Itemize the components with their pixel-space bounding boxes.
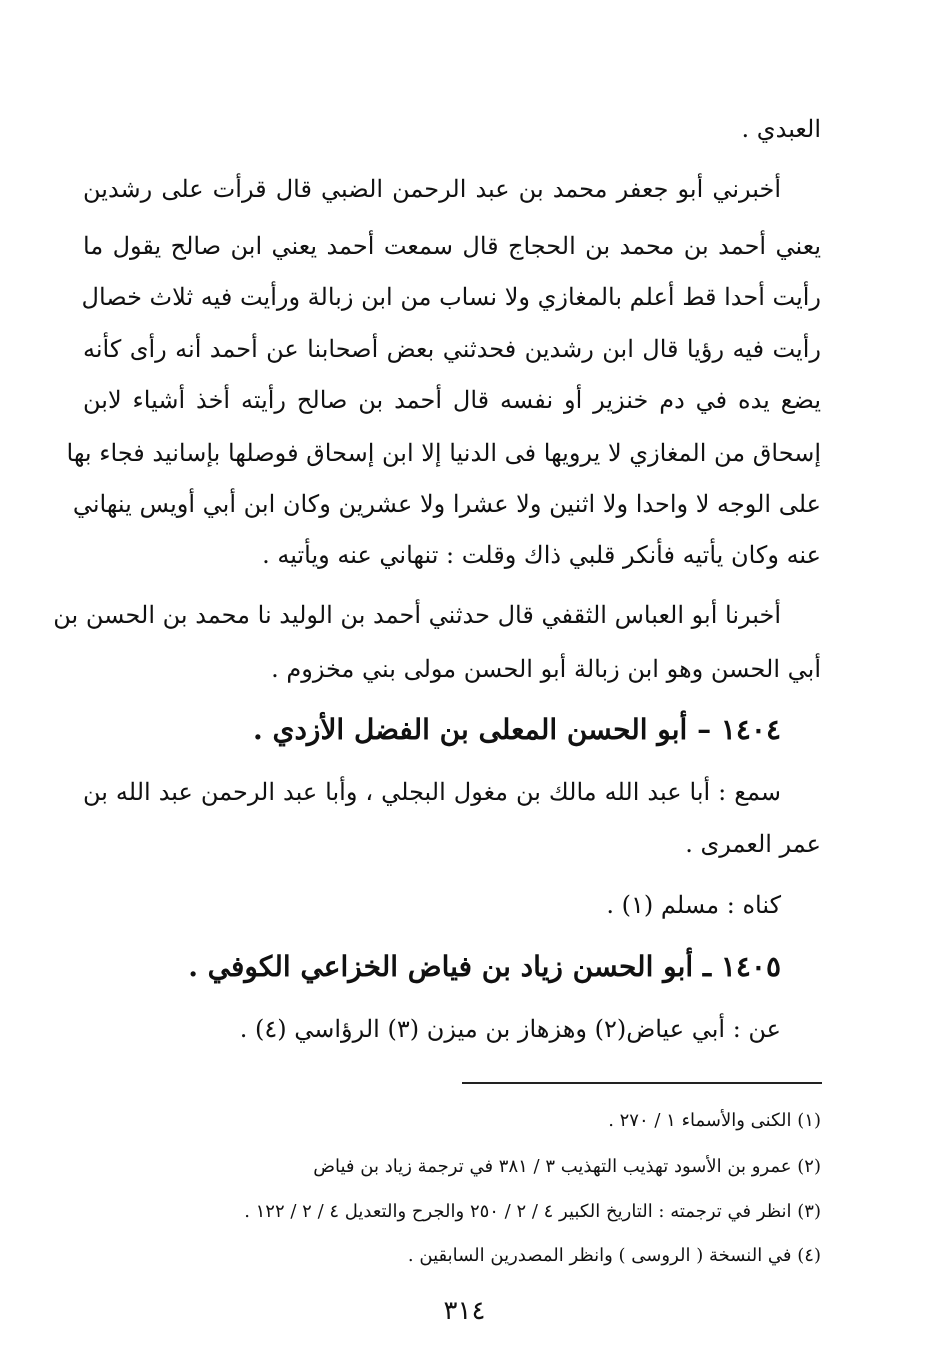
footnote: (٤) في النسخة ( الروسى ) وانظر المصدرين السابقين . (407, 1245, 821, 1266)
body-line: كناه : مسلم (١) . (606, 891, 781, 919)
body-line: إسحاق من المغازي لا يرويها فى الدنيا إلا ابن إسحاق فوصلها بإسانيد فجاء بها (66, 439, 821, 467)
footnote: (١) الكنى والأسماء ١ / ٢٧٠ . (608, 1110, 821, 1131)
body-line: أبي الحسن وهو ابن زبالة أبو الحسن مولى بني مخزوم . (271, 655, 821, 683)
biography-heading: ١٤٠٥ ـ أبو الحسن زياد بن فياض الخزاعي الكوفي . (188, 950, 781, 983)
page-number: ٣١٤ (443, 1296, 486, 1326)
footnote: (٣) انظر في ترجمته : التاريخ الكبير ٤ / ٢ / ٢٥٠ والجرح والتعديل ٤ / ٢ / ١٢٢ . (244, 1201, 821, 1222)
body-line: رأيت فيه رؤيا قال ابن رشدين فحدثني بعض أصحابنا عن أحمد أنه رأى كأنه (83, 335, 821, 363)
body-line: أخبرنا أبو العباس الثقفي قال حدثني أحمد بن الوليد نا محمد بن الحسن بن (53, 601, 781, 629)
biography-heading: ١٤٠٤ – أبو الحسن المعلى بن الفضل الأزدي . (253, 713, 781, 746)
footnote: (٢) عمرو بن الأسود تهذيب التهذيب ٣ / ٣٨١ في ترجمة زياد بن فياض (313, 1156, 821, 1177)
body-line: أخبرني أبو جعفر محمد بن عبد الرحمن الضبي قال قرأت على رشدين (83, 175, 781, 203)
body-line: العبدي . (741, 115, 821, 143)
body-line: سمع : أبا عبد الله مالك بن مغول البجلي ، وأبا عبد الرحمن عبد الله بن (83, 778, 781, 806)
body-line: عمر العمرى . (685, 830, 821, 858)
body-line: يضع يده في دم خنزير أو نفسه قال أحمد بن صالح رأيته أخذ أشياء لابن (83, 386, 821, 414)
body-line: عنه وكان يأتيه فأنكر قلبي ذاك وقلت : تنهاني عنه ويأتيه . (262, 541, 821, 569)
footnote-divider (462, 1082, 822, 1084)
body-line: يعني أحمد بن محمد بن الحجاج قال سمعت أحمد يعني ابن صالح يقول ما (83, 232, 821, 260)
body-line: على الوجه لا واحدا ولا اثنين ولا عشرا ولا عشرين وكان ابن أبي أويس ينهاني (72, 490, 821, 518)
body-line: عن : أبي عياض(٢) وهزهاز بن ميزن (٣) الرؤاسي (٤) . (239, 1015, 781, 1043)
body-line: رأيت أحدا قط أعلم بالمغازي ولا نساب من ابن زبالة ورأيت فيه ثلاث خصال (81, 283, 821, 311)
